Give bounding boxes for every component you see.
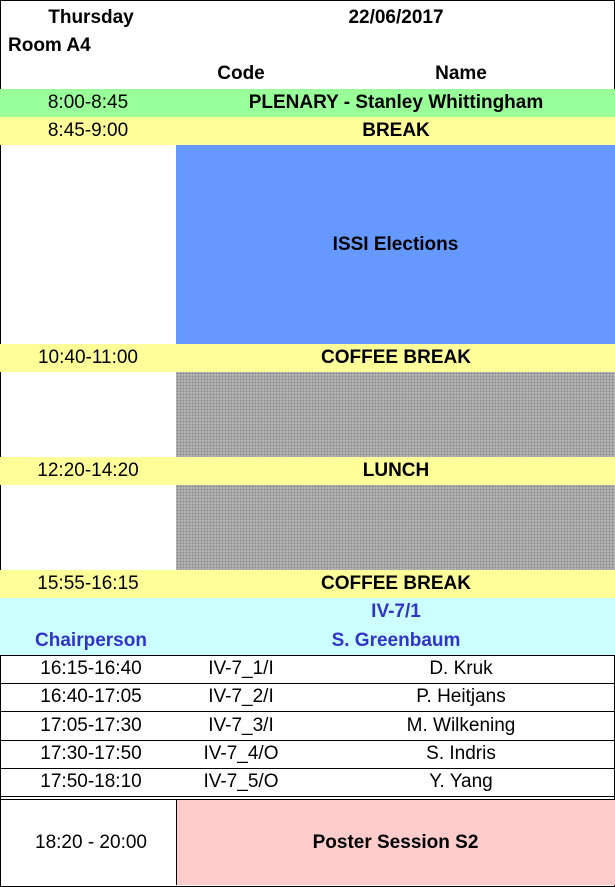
lunch-title: LUNCH (362, 460, 430, 481)
talk-speaker: D. Kruk (429, 658, 493, 679)
talk-code: IV-7_5/O (203, 771, 279, 792)
plenary-time: 8:00-8:45 (47, 92, 129, 113)
talk-time: 17:50-18:10 (40, 771, 142, 792)
column-header-row (0, 60, 615, 88)
talk-time: 16:40-17:05 (40, 686, 142, 707)
break-title: BREAK (362, 120, 430, 141)
coffee-break-1-title: COFFEE BREAK (321, 347, 471, 368)
coffee-break-row-2 (0, 570, 615, 598)
empty-slot-pattern-1 (176, 372, 615, 457)
talk-time: 16:15-16:40 (40, 658, 142, 679)
column-header-code: Code (217, 63, 265, 84)
poster-session-row (0, 800, 615, 885)
break-time: 8:45-9:00 (47, 120, 129, 141)
empty-slot-row-1 (0, 372, 615, 457)
empty-slot-row-2 (0, 485, 615, 570)
talk-code: IV-7_3/I (208, 714, 274, 736)
plenary-title: PLENARY - Stanley Whittingham (248, 92, 544, 113)
grid-line (0, 683, 615, 684)
talk-speaker: M. Wilkening (406, 714, 516, 736)
talk-row (0, 711, 615, 740)
date-label: 22/06/2017 (348, 7, 444, 28)
coffee-break-2-time: 15:55-16:15 (37, 573, 139, 594)
grid-line (0, 768, 615, 769)
talk-speaker: P. Heitjans (416, 686, 506, 707)
talk-row (0, 768, 615, 796)
lunch-time: 12:20-14:20 (37, 460, 139, 481)
grid-line (176, 800, 177, 885)
elections-row (0, 145, 615, 344)
talk-time: 17:30-17:50 (40, 743, 142, 764)
grid-line (0, 740, 615, 741)
empty-slot-pattern-2 (176, 485, 615, 570)
grid-line (0, 796, 615, 797)
column-header-name: Name (435, 63, 487, 84)
session-code: IV-7/1 (371, 601, 421, 622)
room-label: Room A4 (8, 35, 91, 56)
talk-row (0, 655, 615, 683)
poster-session-time: 18:20 - 20:00 (35, 831, 147, 853)
talk-speaker: Y. Yang (429, 771, 493, 792)
talk-row (0, 740, 615, 768)
coffee-break-1-time: 10:40-11:00 (37, 347, 138, 368)
poster-session-block: Poster Session S2 (176, 800, 615, 885)
talk-code: IV-7_1/I (208, 658, 274, 679)
chairperson-name: S. Greenbaum (331, 629, 461, 651)
session-header (0, 598, 615, 655)
chairperson-label: Chairperson (35, 629, 147, 651)
plenary-row (0, 89, 615, 117)
break-row (0, 117, 615, 145)
talk-code: IV-7_2/I (208, 686, 274, 707)
day-label: Thursday (48, 7, 134, 28)
talk-row (0, 683, 615, 711)
grid-line (0, 655, 615, 656)
coffee-break-2-title: COFFEE BREAK (321, 573, 471, 594)
talk-code: IV-7_4/O (203, 743, 279, 764)
header-row-day (0, 4, 615, 32)
talk-time: 17:05-17:30 (40, 714, 142, 736)
coffee-break-row-1 (0, 344, 615, 372)
talk-speaker: S. Indris (426, 743, 496, 764)
elections-block: ISSI Elections (176, 145, 615, 344)
lunch-row (0, 457, 615, 485)
grid-line (0, 799, 615, 800)
grid-line (0, 711, 615, 712)
header-row-room (0, 32, 615, 60)
